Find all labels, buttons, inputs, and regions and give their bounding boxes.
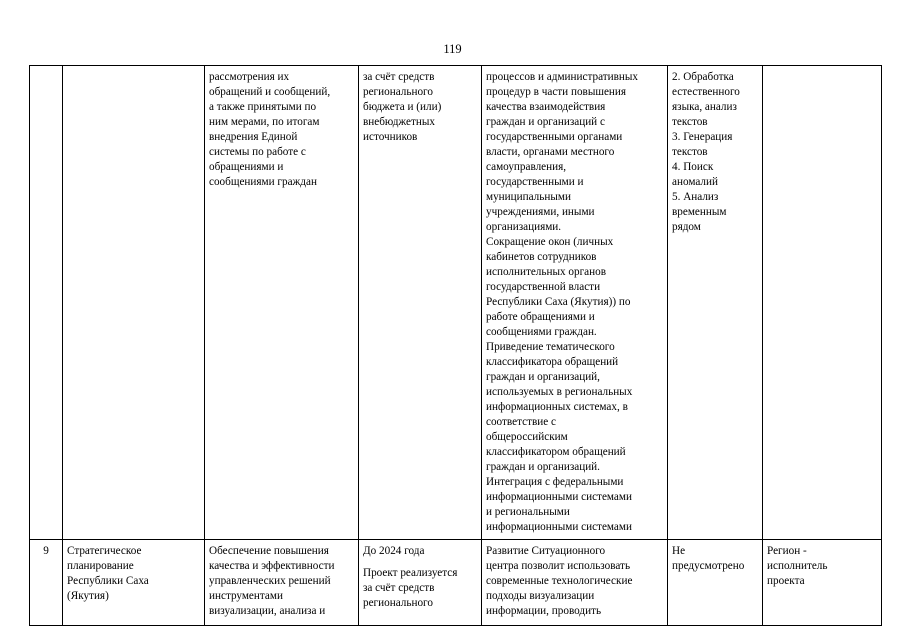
cell-technologies: Не предусмотрено	[668, 540, 763, 626]
cell-number: 9	[30, 540, 63, 626]
cell-description: Развитие Ситуационного центра позволит использовать современные технологические подходы визуализации информации, проводить	[482, 540, 668, 626]
cell-terms-funding	[359, 540, 482, 626]
cell-project-name	[63, 66, 205, 540]
cell-term: До 2024 года	[363, 545, 425, 557]
page-number: 119	[443, 42, 462, 56]
cell-number	[30, 66, 63, 540]
document-table	[29, 65, 882, 626]
cell-funding: Проект реализуется за счёт средств регионального	[363, 567, 458, 609]
cell-goal: рассмотрения их обращений и сообщений, а также принятыми по ним мерами, по итогам внедрения Единой системы по работе с обращениями и сообщениями граждан	[205, 66, 359, 540]
cell-description: процессов и административных процедур в части повышения качества взаимодействия граждан и организаций с государственными органами власти, органами местного самоуправления, государственными и муниципальными учреждениями, иными организациями. Сокращение окон (личных кабинетов сотрудников исполнительных органов государственной власти Республики Саха (Якутия)) по работе обращениями и сообщениями граждан. Приведение тематического классификатора обращений граждан и организаций, используемых в региональных информационных системах, в соответствие с общероссийским классификатором обращений граждан и организаций. Интеграция с федеральными информационными системами и региональными информационными системами	[482, 66, 668, 540]
cell-executor	[763, 66, 882, 540]
table-row	[30, 540, 882, 626]
cell-technologies: 2. Обработка естественного языка, анализ текстов 3. Генерация текстов 4. Поиск аномалий 5. Анализ временным рядом	[668, 66, 763, 540]
cell-goal: Обеспечение повышения качества и эффективности управленческих решений инструментами визуализации, анализа и	[205, 540, 359, 626]
cell-executor: Регион - исполнитель проекта	[763, 540, 882, 626]
table-row	[30, 66, 882, 540]
cell-project-name: Стратегическое планирование Республики Саха (Якутия)	[63, 540, 205, 626]
cell-terms-funding: за счёт средств регионального бюджета и (или) внебюджетных источников	[359, 66, 482, 540]
